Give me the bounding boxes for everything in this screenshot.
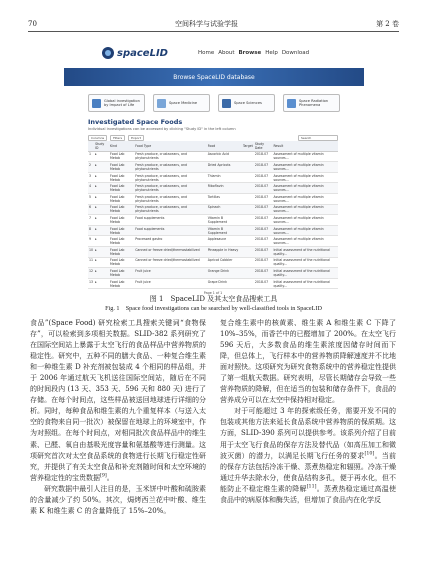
site-logo[interactable] [102, 47, 168, 59]
spacelid-logo-icon [102, 47, 114, 59]
expand-icon[interactable]: ▸ [94, 278, 109, 289]
table-cell: Spinach [207, 204, 242, 215]
expand-icon[interactable]: ▸ [94, 246, 109, 257]
expand-icon[interactable]: ▸ [94, 193, 109, 204]
card-label: Global investigation by Impact of Life [104, 99, 140, 107]
table-cell [242, 225, 254, 236]
table-cell [242, 204, 254, 215]
left-column [30, 318, 206, 517]
expand-icon[interactable]: ▸ [94, 225, 109, 236]
table-cell [242, 172, 254, 183]
browse-banner: Browse SpaceLID database [64, 68, 364, 86]
table-cell: Food Lab Metab [109, 151, 134, 162]
table-cell [242, 278, 254, 289]
citation-ref[interactable]: [9] [100, 473, 107, 479]
table-cell: 2018-07 [254, 162, 273, 173]
table-row[interactable] [88, 172, 338, 183]
section-subtitle: Individual investigations can be accessed by clicking "Study ID" in the left column [88, 127, 236, 131]
table-cell: Ascorbic Acid [207, 151, 242, 162]
table-cell: 9 [88, 236, 94, 247]
nav-about[interactable]: About [218, 50, 235, 56]
figure-screenshot [64, 38, 364, 296]
table-cell: 2018-07 [254, 172, 273, 183]
category-card[interactable] [218, 94, 275, 112]
volume-label: 第 2 卷 [376, 20, 399, 28]
table-pager[interactable]: Page 1 of 1 [203, 291, 223, 296]
science-icon [222, 99, 231, 108]
column-header[interactable]: Food [207, 141, 242, 151]
table-cell: Assessment of multiple vitamin sources... [272, 183, 338, 194]
expand-icon[interactable]: ▸ [94, 268, 109, 279]
table-cell: Processed gastro [134, 236, 207, 247]
paragraph-text: 对于可能超过 3 年的探索级任务，需要开发不同的包装或其他方法来延长食品系统中营养物质的保质期。这方面，SLID-390 系列可以提供参考。该系列介绍了目前用于太空飞行食品的保存方法及替代品（如高压加工和微波灭菌）的潜力，以满足长期飞行任务的要求 [220, 407, 396, 460]
table-row[interactable] [88, 193, 338, 204]
column-header[interactable]: Target [242, 141, 254, 151]
table-cell [242, 151, 254, 162]
table-cell: Fresh produce, crustaceans, and phytonutrients [134, 162, 207, 173]
table-cell: Food Lab Metab [109, 183, 134, 194]
table-cell: Assessment of multiple vitamin sources... [272, 172, 338, 183]
table-cell: Fruit juice [134, 268, 207, 279]
table-cell: 2018-07 [254, 193, 273, 204]
caption-zh: 图 1 SpaceLID 及其太空食品搜索工具 [149, 295, 278, 303]
table-cell: Dried Apricots [207, 162, 242, 173]
table-cell: Food Lab Metab [109, 246, 134, 257]
expand-icon[interactable]: ▸ [94, 215, 109, 226]
citation-ref[interactable]: [11] [306, 484, 317, 490]
table-cell: Food Lab Metab [109, 278, 134, 289]
expand-icon[interactable]: ▸ [94, 257, 109, 268]
expand-icon[interactable]: ▸ [94, 172, 109, 183]
table-cell: 2 [88, 162, 94, 173]
column-header[interactable]: Study ID [94, 141, 109, 151]
column-header[interactable]: Food Type [134, 141, 207, 151]
table-cell: 8 [88, 225, 94, 236]
table-row[interactable] [88, 225, 338, 236]
header-rule [28, 31, 399, 32]
table-cell: Assessment of multiple vitamin sources... [272, 204, 338, 215]
body-paragraph [30, 484, 206, 517]
paragraph-text: 。蒸煮热稳定通过高温使食品中的病原体和酶失活，但增加了食品内在化学反 [220, 484, 397, 504]
table-cell: Food Lab Metab [109, 193, 134, 204]
table-cell: Apricot Cobbler [207, 257, 242, 268]
radiation-icon [287, 99, 296, 108]
table-cell: Riboflavin [207, 183, 242, 194]
grid-toolbar [88, 134, 338, 141]
category-cards [88, 94, 340, 112]
table-cell: Food Lab Metab [109, 204, 134, 215]
column-header[interactable]: Study Date [254, 141, 273, 151]
table-cell: Orange Drink [207, 268, 242, 279]
paragraph-text: 。当前的保存方法包括冷冻干燥、蒸煮热稳定和辐照。冷冻干燥通过升华去除水分，使食品结构多孔，便于再水化，但不能防止不稳定维生素的降解 [220, 451, 397, 493]
search-input[interactable]: Search [298, 135, 338, 141]
table-header [88, 141, 338, 151]
table-cell: Food Lab Metab [109, 268, 134, 279]
category-card[interactable] [88, 94, 145, 112]
paragraph-text: 食品”(Space Food) 研究检索工具搜索关键词“食物保存”，可以检索到多项相关数据。SLID-382 系列研究了在国际空间站上暴露于太空飞行的食品样品中营养物质的稳定性。研究中，五种不同的膳大食品、一种复合维生素和一种维生素 D 补充剂被包装成 4 个相同的样品组，并于 2006 年通过航天飞机送往国际空间站，随后在不同的时间段内 (13 天、353 天、596 天和 880 天) 进行了存储。在每个时间点，这些样品被送回地球进行详细的分析。同时，每种食品和维生素的九个重复样本（与送入太空的食物来自同一批次）被保留在地球上的环境室中，作为对照组。在每个时间点，对相同批次食品样品中的维生素、已醛、氧自由基吸光度容量和氨基酸等进行测量。这项研究首次对太空食品系统的食物进行长期飞行稳定性研究，并提供了有关太空食品和补充剂随时间和太空环境的营养稳定性的宝贵数据 [30, 319, 206, 482]
table-cell: 2018-07 [254, 151, 273, 162]
table-row[interactable] [88, 278, 338, 289]
table-cell: Thiamin [207, 172, 242, 183]
site-navbar [64, 38, 364, 68]
table-row[interactable] [88, 268, 338, 279]
columns-button[interactable]: Columns [88, 135, 107, 141]
table-cell: 2018-07 [254, 183, 273, 194]
table-cell: 4 [88, 183, 94, 194]
table-cell: Food Lab Metab [109, 257, 134, 268]
table-cell [242, 215, 254, 226]
citation-ref[interactable]: [10] [364, 451, 375, 457]
table-cell: Vitamin B Supplement [207, 225, 242, 236]
nav-home[interactable]: Home [197, 50, 215, 56]
table-cell: 2018-07 [254, 215, 273, 226]
table-cell: 2018-07 [254, 246, 273, 257]
body-paragraph [220, 406, 396, 505]
expand-icon[interactable]: ▸ [94, 236, 109, 247]
export-button[interactable]: Export [128, 135, 144, 141]
table-cell [242, 162, 254, 173]
table-cell: Initial assessment of the nutritional quality... [272, 268, 338, 279]
table-cell [242, 246, 254, 257]
table-cell: Assessment of multiple vitamin sources... [272, 236, 338, 247]
food-table [88, 141, 338, 289]
expand-icon[interactable]: ▸ [94, 204, 109, 215]
table-row[interactable] [88, 204, 338, 215]
globe-icon [92, 99, 101, 108]
table-cell [242, 193, 254, 204]
table-cell: 11 [88, 257, 94, 268]
table-cell: 2018-07 [254, 204, 273, 215]
right-column [220, 318, 396, 506]
table-cell: 5 [88, 193, 94, 204]
category-card[interactable] [283, 94, 340, 112]
table-cell: Tortillas [207, 193, 242, 204]
table-cell: Canned or freeze dried/thermostabilized [134, 246, 207, 257]
table-cell: Food Lab Metab [109, 236, 134, 247]
table-cell: 7 [88, 215, 94, 226]
table-cell: 1 [88, 151, 94, 162]
body-paragraph [220, 318, 396, 406]
table-row[interactable] [88, 236, 338, 247]
table-cell: Fresh produce, crustaceans, and phytonutrients [134, 172, 207, 183]
card-label: Space Radiation Phenomena [299, 99, 329, 107]
table-cell: Food Lab Metab [109, 215, 134, 226]
medicine-icon [157, 99, 166, 108]
paragraph-text: 复合维生素中的核黄素、维生素 A 和维生素 C 下降了 10%–35%，而香芒中的已醛增加了 200%。在太空飞行 596 天后，大多数食品的维生素浓度因储存时间而下降，但总体上，飞行样本中的营养物质降解速度并不比地面对照快。这项研究为研究食物系统中的营养稳定性提供了第一组航天数据。研究表明，尽管长期储存会导致一些营养物质的降解，但在适当的包装和储存条件下，食品的营养成分可以在太空中保持相对稳定。 [220, 319, 396, 405]
table-cell: Assessment of multiple vitamin sources... [272, 151, 338, 162]
table-cell: Applesauce [207, 236, 242, 247]
table-cell: Food Lab Metab [109, 225, 134, 236]
table-cell: Pineapple in Heavy [207, 246, 242, 257]
table-cell: Assessment of multiple vitamin sources... [272, 225, 338, 236]
table-cell: 3 [88, 172, 94, 183]
table-cell: 6 [88, 204, 94, 215]
table-cell: Initial assessment of the nutritional quality... [272, 246, 338, 257]
table-cell: Fresh produce, crustaceans, and phytonutrients [134, 204, 207, 215]
page-number: 70 [28, 20, 37, 28]
table-cell: Fresh produce, crustaceans, and phytonutrients [134, 183, 207, 194]
category-card[interactable] [153, 94, 210, 112]
card-label: Space Medicine [169, 101, 198, 105]
table-cell [242, 183, 254, 194]
table-row[interactable] [88, 162, 338, 173]
table-cell: Fruit juice [134, 278, 207, 289]
table-row[interactable] [88, 183, 338, 194]
paragraph-text: 研究数据中最引人注目的是，玉米饼中叶酸和硫胺素的含量减少了约 50%。其次，焗烤西兰花中叶酸、维生素 K 和维生素 C 的含量降低了 15%–20%。 [30, 484, 206, 515]
nav-help[interactable]: Help [265, 50, 278, 56]
table-cell: 10 [88, 246, 94, 257]
column-header[interactable]: Kind [109, 141, 134, 151]
nav-links [198, 50, 309, 56]
figure-caption [28, 294, 399, 314]
expand-icon[interactable]: ▸ [94, 183, 109, 194]
caption-en: Fig. 1 Space food investigations can be searched by well-classified tools in SpaceLID [105, 305, 322, 312]
table-cell: 2018-07 [254, 236, 273, 247]
table-cell [242, 257, 254, 268]
table-cell: 13 [88, 278, 94, 289]
nav-download[interactable]: Download [281, 50, 310, 56]
table-cell [242, 268, 254, 279]
table-cell: Food supplements [134, 215, 207, 226]
nav-browse[interactable]: Browse [238, 50, 262, 56]
paragraph-text: 。 [106, 473, 114, 482]
table-cell: Fresh produce, crustaceans, and phytonutrients [134, 151, 207, 162]
table-row[interactable] [88, 215, 338, 226]
expand-icon[interactable]: ▸ [94, 162, 109, 173]
body-paragraph [30, 318, 206, 484]
logo-text: spaceLID [117, 47, 168, 59]
journal-name: 空间科学与试验学报 [175, 20, 238, 28]
table-row[interactable] [88, 151, 338, 162]
table-cell: Assessment of multiple vitamin sources... [272, 193, 338, 204]
table-cell: Initial assessment of the nutritional quality... [272, 278, 338, 289]
table-cell: Fresh produce, crustaceans, and phytonutrients [134, 193, 207, 204]
table-cell: Food Lab Metab [109, 172, 134, 183]
expand-icon[interactable]: ▸ [94, 151, 109, 162]
table-cell: 2018-07 [254, 278, 273, 289]
table-cell: Canned or freeze dried/thermostabilized [134, 257, 207, 268]
section-title: Investigated Space Foods [88, 118, 183, 126]
card-label: Space Sciences [234, 101, 262, 105]
table-cell: Food Lab Metab [109, 162, 134, 173]
table-cell: 2018-07 [254, 225, 273, 236]
table-body [88, 151, 338, 289]
table-cell: 2018-07 [254, 268, 273, 279]
table-cell: 12 [88, 268, 94, 279]
table-cell: Initial assessment of the nutritional quality... [272, 257, 338, 268]
column-header[interactable]: Result [272, 141, 338, 151]
filters-button[interactable]: Filters [110, 135, 125, 141]
table-cell: Food supplements [134, 225, 207, 236]
table-cell: Grape Drink [207, 278, 242, 289]
table-cell: Assessment of multiple vitamin sources... [272, 162, 338, 173]
table-cell: 2018-07 [254, 257, 273, 268]
table-cell: Vitamin B Supplement [207, 215, 242, 226]
table-row[interactable] [88, 257, 338, 268]
table-cell: Assessment of multiple vitamin sources... [272, 215, 338, 226]
table-row[interactable] [88, 246, 338, 257]
table-cell [242, 236, 254, 247]
running-header [28, 18, 399, 30]
